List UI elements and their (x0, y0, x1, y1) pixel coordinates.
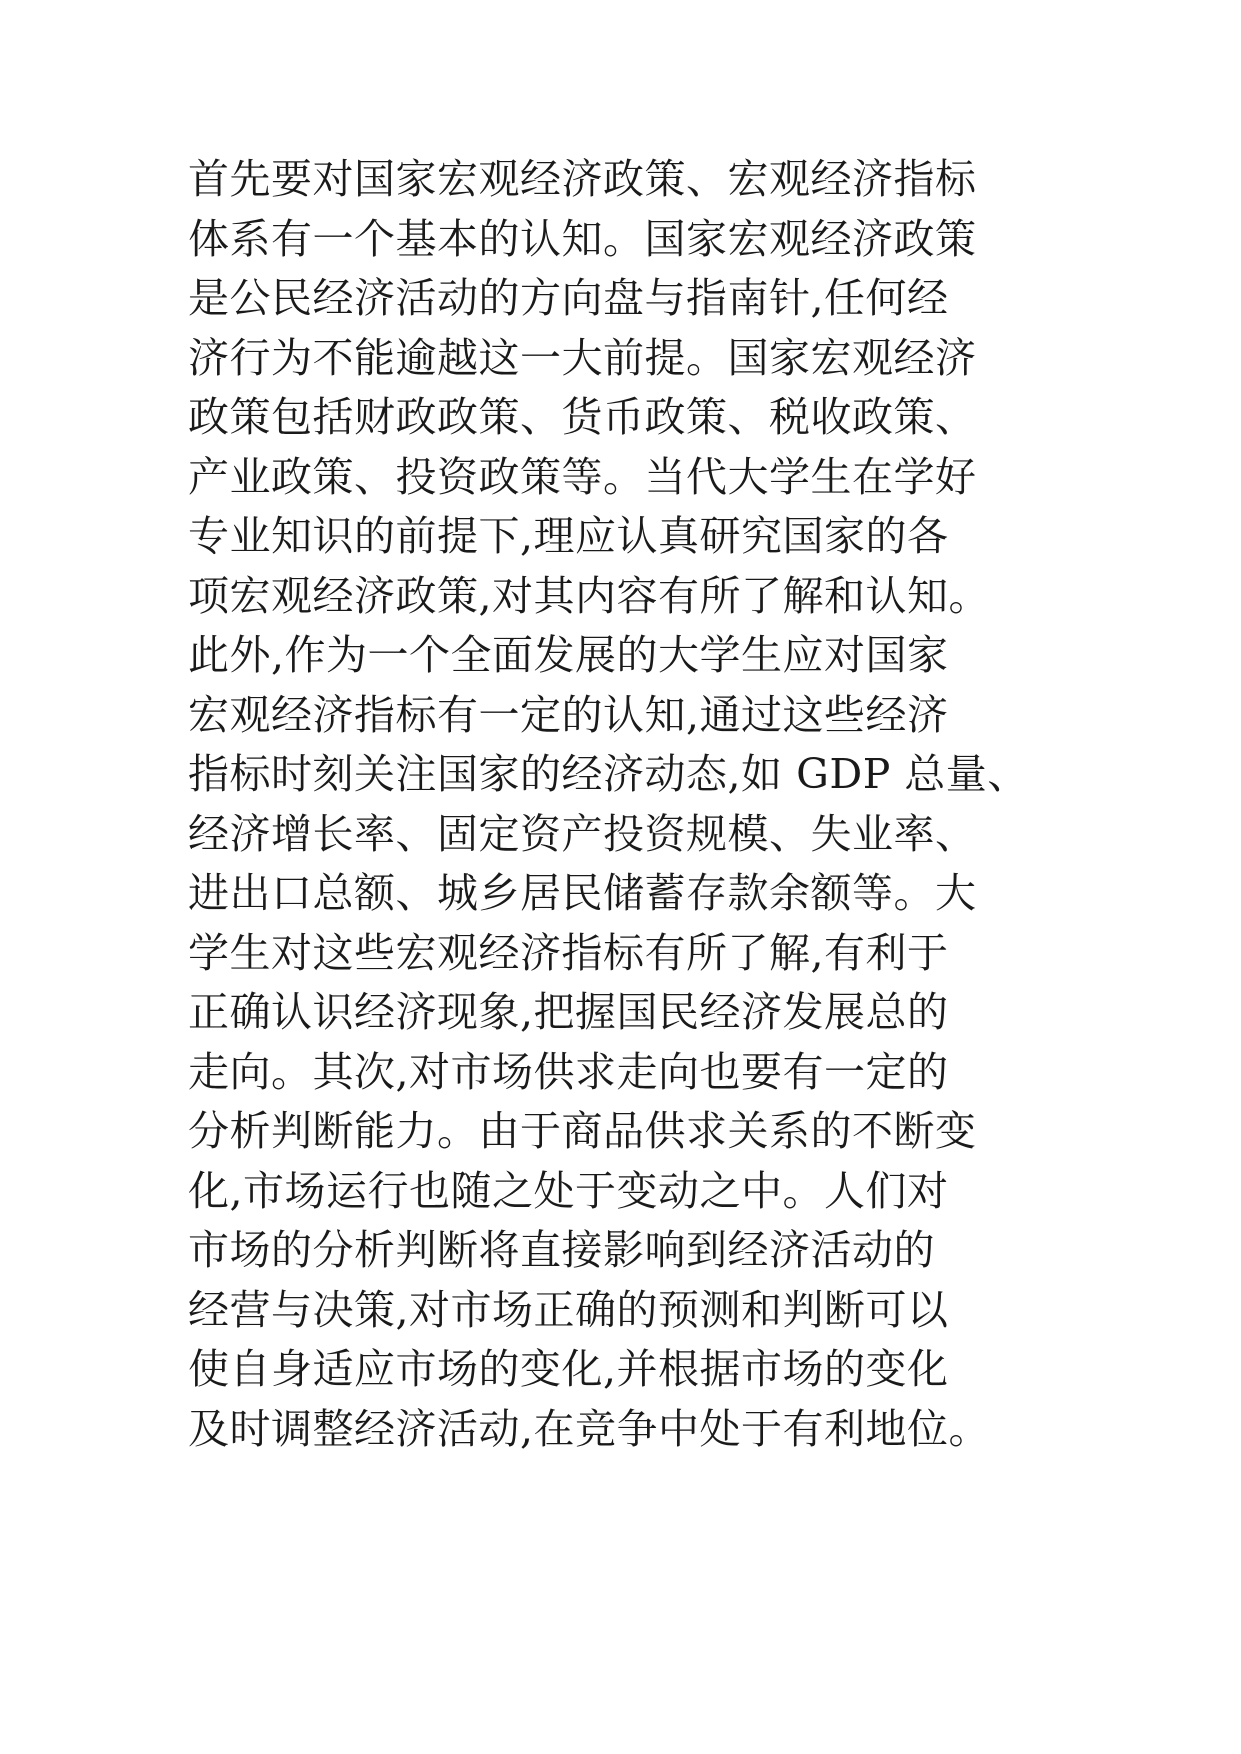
text-line: 经济增长率、固定资产投资规模、失业率、 (188, 809, 977, 858)
text-line: 是公民经济活动的方向盘与指南针,任何经 (188, 274, 949, 322)
text-line: 市场的分析判断将直接影响到经济活动的 (188, 1226, 935, 1274)
text-line: 正确认识经济现象,把握国民经济发展总的 (188, 988, 949, 1036)
text-line: 指标时刻关注国家的经济动态,如 GDP 总量、 (188, 750, 1029, 798)
text-line: 产业政策、投资政策等。当代大学生在学好 (188, 452, 977, 501)
text-line: 项宏观经济政策,对其内容有所了解和认知。 (188, 571, 991, 620)
text-line: 学生对这些宏观经济指标有所了解,有利于 (188, 928, 949, 977)
text-line: 进出口总额、城乡居民储蓄存款余额等。大 (188, 869, 977, 917)
text-line: 走向。其次,对市场供求走向也要有一定的 (188, 1047, 949, 1096)
text-line: 济行为不能逾越这一大前提。国家宏观经济 (188, 333, 977, 382)
text-line: 使自身适应市场的变化,并根据市场的变化 (188, 1345, 949, 1393)
text-line: 化,市场运行也随之处于变动之中。人们对 (188, 1166, 949, 1215)
text-line: 政策包括财政政策、货币政策、税收政策、 (188, 393, 977, 441)
text-line: 及时调整经济活动,在竞争中处于有利地位。 (188, 1404, 991, 1453)
body-paragraph (188, 150, 1088, 1459)
text-line: 此外,作为一个全面发展的大学生应对国家 (188, 631, 949, 679)
text-line: 分析判断能力。由于商品供求关系的不断变 (188, 1107, 977, 1155)
text-line: 首先要对国家宏观经济政策、宏观经济指标 (188, 155, 977, 203)
text-line: 经营与决策,对市场正确的预测和判断可以 (188, 1285, 949, 1334)
text-line: 宏观经济指标有一定的认知,通过这些经济 (188, 690, 949, 739)
text-line: 专业知识的前提下,理应认真研究国家的各 (188, 512, 949, 560)
text-line: 体系有一个基本的认知。国家宏观经济政策 (188, 214, 977, 263)
